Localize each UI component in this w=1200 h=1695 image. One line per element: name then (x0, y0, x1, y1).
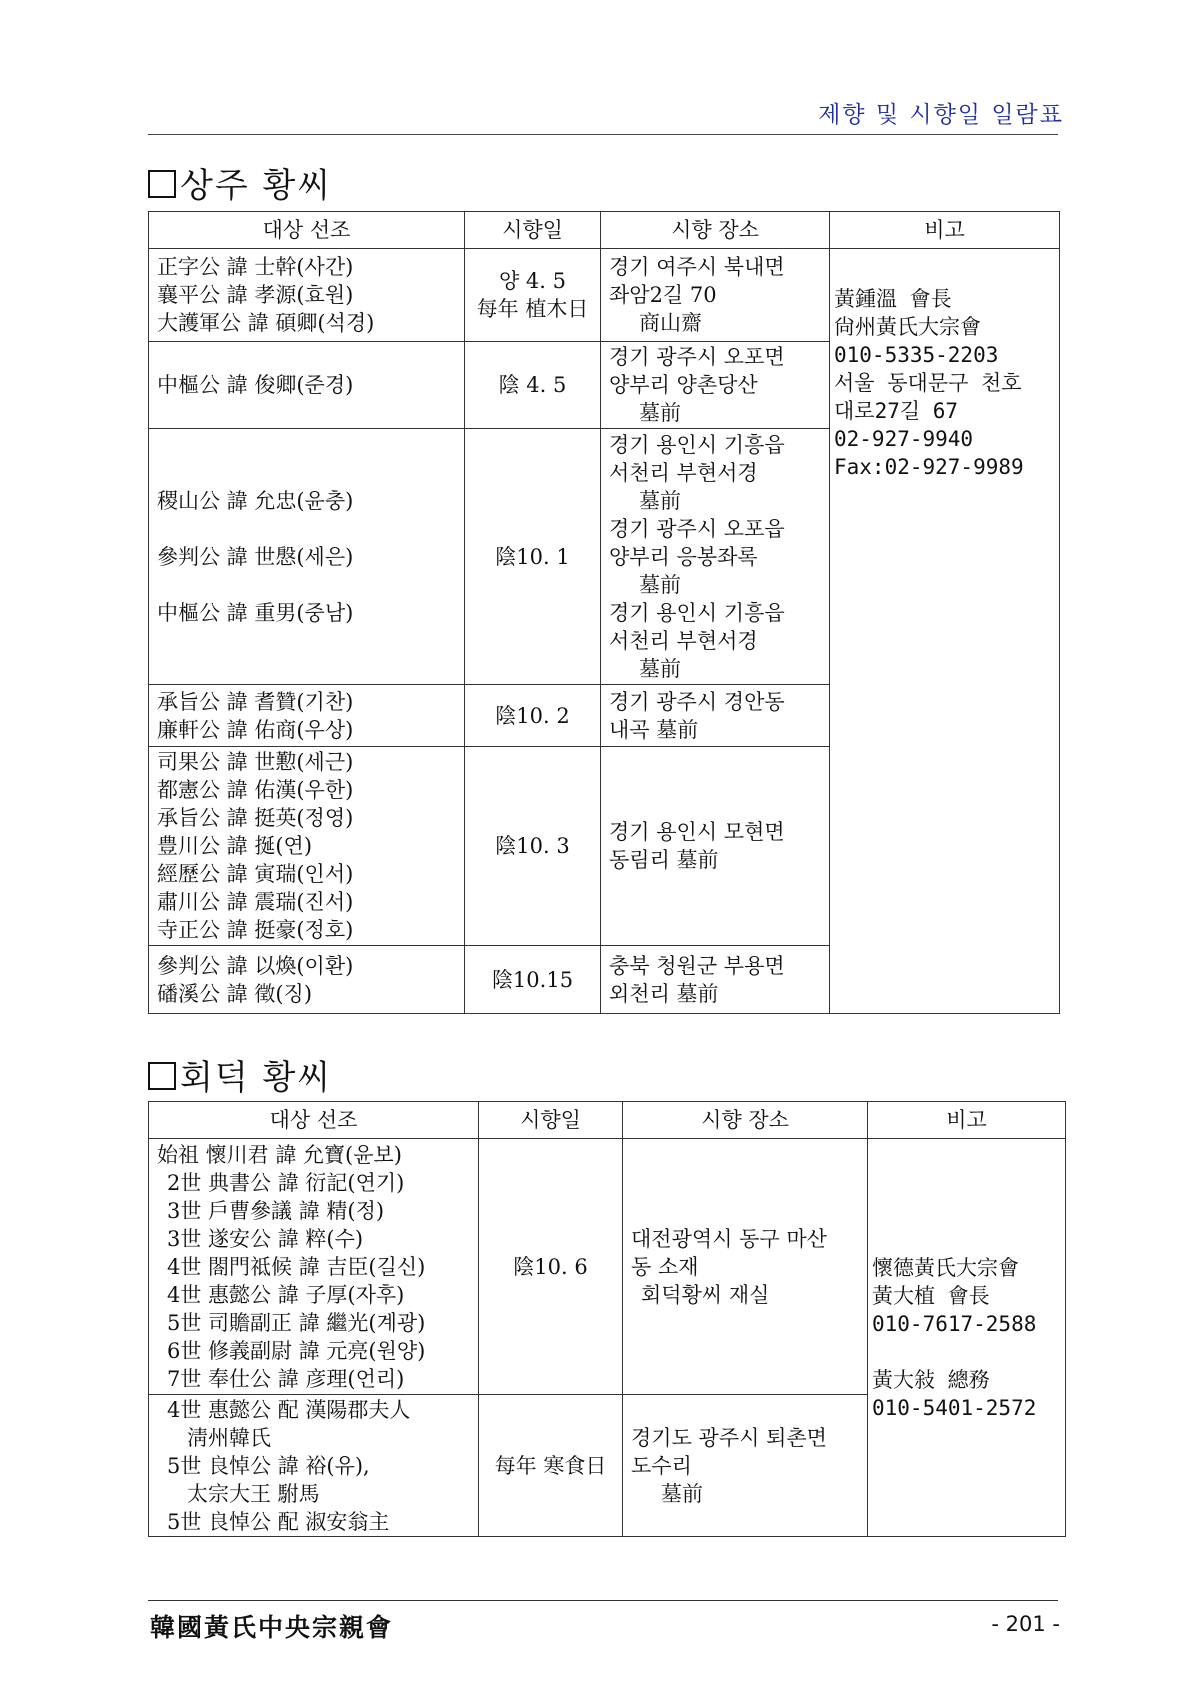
remark-line: 대로27길 67 (834, 399, 959, 423)
persons-cell (149, 429, 465, 685)
remark-cell (868, 1139, 1066, 1537)
remark-line: 黃大敍 總務 (872, 1367, 990, 1392)
place-line: 외천리 墓前 (609, 981, 719, 1006)
place-line: 商山齋 (639, 311, 702, 335)
place-cell (601, 685, 830, 747)
person-name: 3世 遂安公 諱 粹(수) (167, 1226, 364, 1251)
person-name: 3世 戶曹參議 諱 精(정) (167, 1198, 385, 1223)
person-name: 豊川公 諱 挻(연) (157, 834, 313, 858)
column-header: 대상 선조 (149, 1102, 479, 1139)
person-name: 正字公 諱 士幹(사간) (157, 255, 354, 279)
footer-divider (148, 1600, 1058, 1601)
remark-line: 黃鍾溫 會長 (834, 287, 952, 311)
date-cell: 每年 寒食日 (479, 1395, 623, 1537)
date-cell: 陰10. 1 (465, 429, 601, 685)
sangju-table (148, 211, 1060, 1014)
person-name: 4世 惠懿公 配 漢陽郡夫人 (167, 1397, 411, 1422)
place-line: 좌암2길 70 (609, 283, 717, 307)
person-name: 5世 良悼公 配 淑安翁主 (167, 1509, 390, 1534)
person-name: 大護軍公 諱 碩卿(석경) (157, 311, 375, 335)
table-row (149, 1139, 1066, 1395)
place-line: 동 소재 (631, 1254, 699, 1279)
person-name: 5世 司贍副正 諱 繼光(계광) (167, 1310, 426, 1335)
person-name: 始祖 懷川君 諱 允寶(윤보) (157, 1142, 402, 1167)
table-row (149, 249, 1060, 342)
remark-line: 02-927-9940 (834, 427, 974, 451)
place-line: 墓前 (639, 656, 681, 681)
place-line: 경기 용인시 기흥읍 (609, 600, 785, 625)
person-name: 中樞公 諱 重男(중남) (157, 600, 354, 625)
person-name: 肅川公 諱 震瑞(진서) (157, 890, 354, 914)
remark-cell (830, 249, 1060, 1014)
place-line: 동림리 墓前 (609, 848, 719, 872)
person-name: 4世 惠懿公 諱 子厚(자후) (167, 1282, 405, 1307)
place-line: 墓前 (639, 488, 681, 513)
persons-cell (149, 747, 465, 946)
remark-line: 010-5401-2572 (872, 1395, 1037, 1420)
person-name: 4世 閤門祗候 諱 吉臣(길신) (167, 1254, 426, 1279)
person-name: 司果公 諱 世懃(세근) (157, 750, 354, 774)
place-line: 경기 용인시 모현면 (609, 820, 785, 844)
place-cell (601, 342, 830, 429)
person-name: 承旨公 諱 耆贊(기찬) (157, 689, 354, 714)
remark-spacer (872, 1338, 1057, 1366)
person-name: 5世 良悼公 諱 裕(유), (167, 1453, 370, 1478)
place-line: 서천리 부현서경 (609, 628, 758, 653)
remark-line: 서울 동대문구 천호 (834, 371, 1022, 395)
date-cell: 陰 4. 5 (465, 342, 601, 429)
column-header: 비고 (830, 212, 1060, 249)
person-name: 襄平公 諱 孝源(효원) (157, 283, 354, 307)
running-header-title: 제향 및 시향일 일람표 (818, 102, 1064, 128)
page-number: - 201 - (991, 1612, 1060, 1636)
section-title-text: 회덕 황씨 (180, 1058, 333, 1098)
person-name: 廉軒公 諱 佑商(우상) (157, 717, 354, 742)
place-line: 경기도 광주시 퇴촌면 (631, 1425, 827, 1450)
place-cell (601, 747, 830, 946)
place-cell (601, 249, 830, 342)
remark-line: Fax:02-927-9989 (834, 455, 1024, 479)
section-title-sangju (148, 158, 332, 207)
place-line: 경기 광주시 오포면 (609, 345, 785, 369)
person-name: 寺正公 諱 挺豪(정호) (157, 918, 354, 942)
date-cell: 陰10. 6 (479, 1139, 623, 1395)
place-cell (623, 1139, 868, 1395)
persons-cell (149, 249, 465, 342)
person-name: 參判公 諱 世慇(세은) (157, 544, 354, 569)
person-name: 7世 奉仕公 諱 彦理(언리) (167, 1366, 405, 1391)
remark-line: 尙州黃氏大宗會 (834, 315, 981, 339)
section-title-text: 상주 황씨 (180, 166, 333, 206)
header-divider (148, 134, 1058, 135)
place-cell (601, 946, 830, 1014)
remark-line: 010-5335-2203 (834, 343, 999, 367)
remark-line: 懷德黃氏大宗會 (872, 1255, 1019, 1280)
person-name: 經歷公 諱 寅瑞(인서) (157, 862, 354, 886)
table-header-row (149, 212, 1060, 249)
place-cell (601, 429, 830, 685)
place-line: 서천리 부현서경 (609, 460, 758, 485)
person-name: 中樞公 諱 俊卿(준경) (157, 373, 354, 397)
checkbox-square-icon (148, 170, 176, 198)
person-name: 承旨公 諱 挺英(정영) (157, 806, 354, 830)
person-name: 太宗大王 駙馬 (187, 1481, 320, 1506)
place-line: 대전광역시 동구 마산 (631, 1226, 827, 1251)
place-line: 충북 청원군 부용면 (609, 953, 785, 978)
person-name: 都憲公 諱 佑漢(우한) (157, 778, 354, 802)
person-name: 磻溪公 諱 徵(징) (157, 981, 313, 1006)
column-header: 시향 장소 (601, 212, 830, 249)
place-line: 양부리 양촌당산 (609, 373, 758, 397)
place-line: 경기 여주시 북내면 (609, 255, 785, 279)
person-name: 2世 典書公 諱 衍記(연기) (167, 1170, 405, 1195)
section-title-hoedeok (148, 1050, 332, 1099)
column-header: 시향 장소 (623, 1102, 868, 1139)
place-line: 墓前 (639, 401, 681, 425)
place-cell (623, 1395, 868, 1537)
remark-line: 010-7617-2588 (872, 1311, 1037, 1336)
date-cell: 陰10. 3 (465, 747, 601, 946)
date-cell: 양 4. 5 每年 植木日 (465, 249, 601, 342)
place-line: 도수리 (631, 1453, 692, 1478)
persons-cell (149, 1139, 479, 1395)
place-line: 양부리 응봉좌록 (609, 544, 758, 569)
date-cell: 陰10. 2 (465, 685, 601, 747)
persons-cell (149, 946, 465, 1014)
column-header: 비고 (868, 1102, 1066, 1139)
place-line: 회덕황씨 재실 (641, 1282, 770, 1307)
person-name: 參判公 諱 以煥(이환) (157, 953, 354, 978)
persons-cell (149, 1395, 479, 1537)
person-name: 6世 修義副尉 諱 元亮(원양) (167, 1338, 426, 1363)
column-header: 시향일 (479, 1102, 623, 1139)
place-line: 내곡 墓前 (609, 717, 699, 742)
place-line: 墓前 (661, 1481, 703, 1506)
persons-cell (149, 685, 465, 747)
hoedeok-table (148, 1101, 1066, 1537)
checkbox-square-icon (148, 1062, 176, 1090)
column-header: 대상 선조 (149, 212, 465, 249)
place-line: 경기 용인시 기흥읍 (609, 432, 785, 457)
date-cell: 陰10.15 (465, 946, 601, 1014)
place-line: 경기 광주시 경안동 (609, 689, 785, 714)
remark-line: 黃大植 會長 (872, 1283, 990, 1308)
place-line: 경기 광주시 오포읍 (609, 516, 785, 541)
column-header: 시향일 (465, 212, 601, 249)
person-name: 稷山公 諱 允忠(윤충) (157, 488, 354, 513)
table-header-row (149, 1102, 1066, 1139)
person-name: 淸州韓氏 (187, 1425, 271, 1450)
footer-organization-name: 韓國黃氏中央宗親會 (150, 1613, 394, 1642)
persons-cell (149, 342, 465, 429)
place-line: 墓前 (639, 572, 681, 597)
